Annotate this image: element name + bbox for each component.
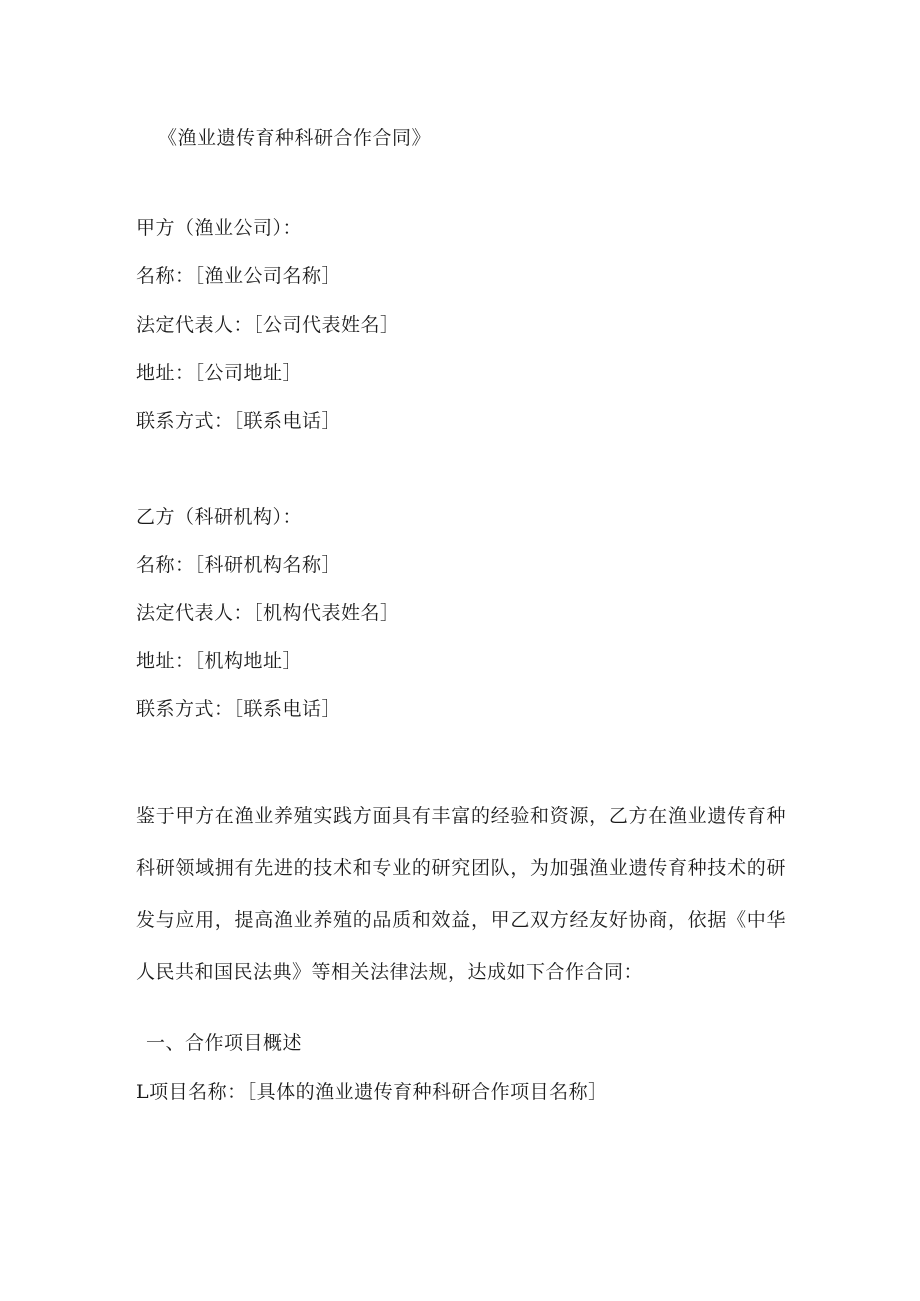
document-title: 《渔业遗传育种科研合作合同》 [158, 127, 432, 149]
party-b-name: 名称：［科研机构名称］ [136, 554, 342, 576]
section-1-item-1: L项目名称：［具体的渔业遗传育种科研合作项目名称］ [136, 1081, 608, 1103]
party-a-heading: 甲方（渔业公司）： [136, 217, 303, 239]
party-a-contact: 联系方式：［联系电话］ [136, 410, 342, 432]
party-b-heading: 乙方（科研机构）： [136, 506, 303, 528]
party-b-contact: 联系方式：［联系电话］ [136, 698, 342, 720]
party-a-address: 地址：［公司地址］ [136, 362, 303, 384]
party-a-representative: 法定代表人：［公司代表姓名］ [136, 314, 400, 336]
preamble-paragraph: 鉴于甲方在渔业养殖实践方面具有丰富的经验和资源，乙方在渔业遗传育种科研领域拥有先进的技术和专业的研究团队，为加强渔业遗传育种技术的研发与应用，提高渔业养殖的品质和效益，甲乙双方经友好协商，依据《中华人民共和国民法典》等相关法律法规，达成如下合作合同： [136, 805, 786, 983]
section-1-heading: 一、合作项目概述 [146, 1032, 303, 1054]
party-a-name: 名称：［渔业公司名称］ [136, 265, 342, 287]
party-b-representative: 法定代表人：［机构代表姓名］ [136, 602, 400, 624]
party-b-address: 地址：［机构地址］ [136, 650, 303, 672]
